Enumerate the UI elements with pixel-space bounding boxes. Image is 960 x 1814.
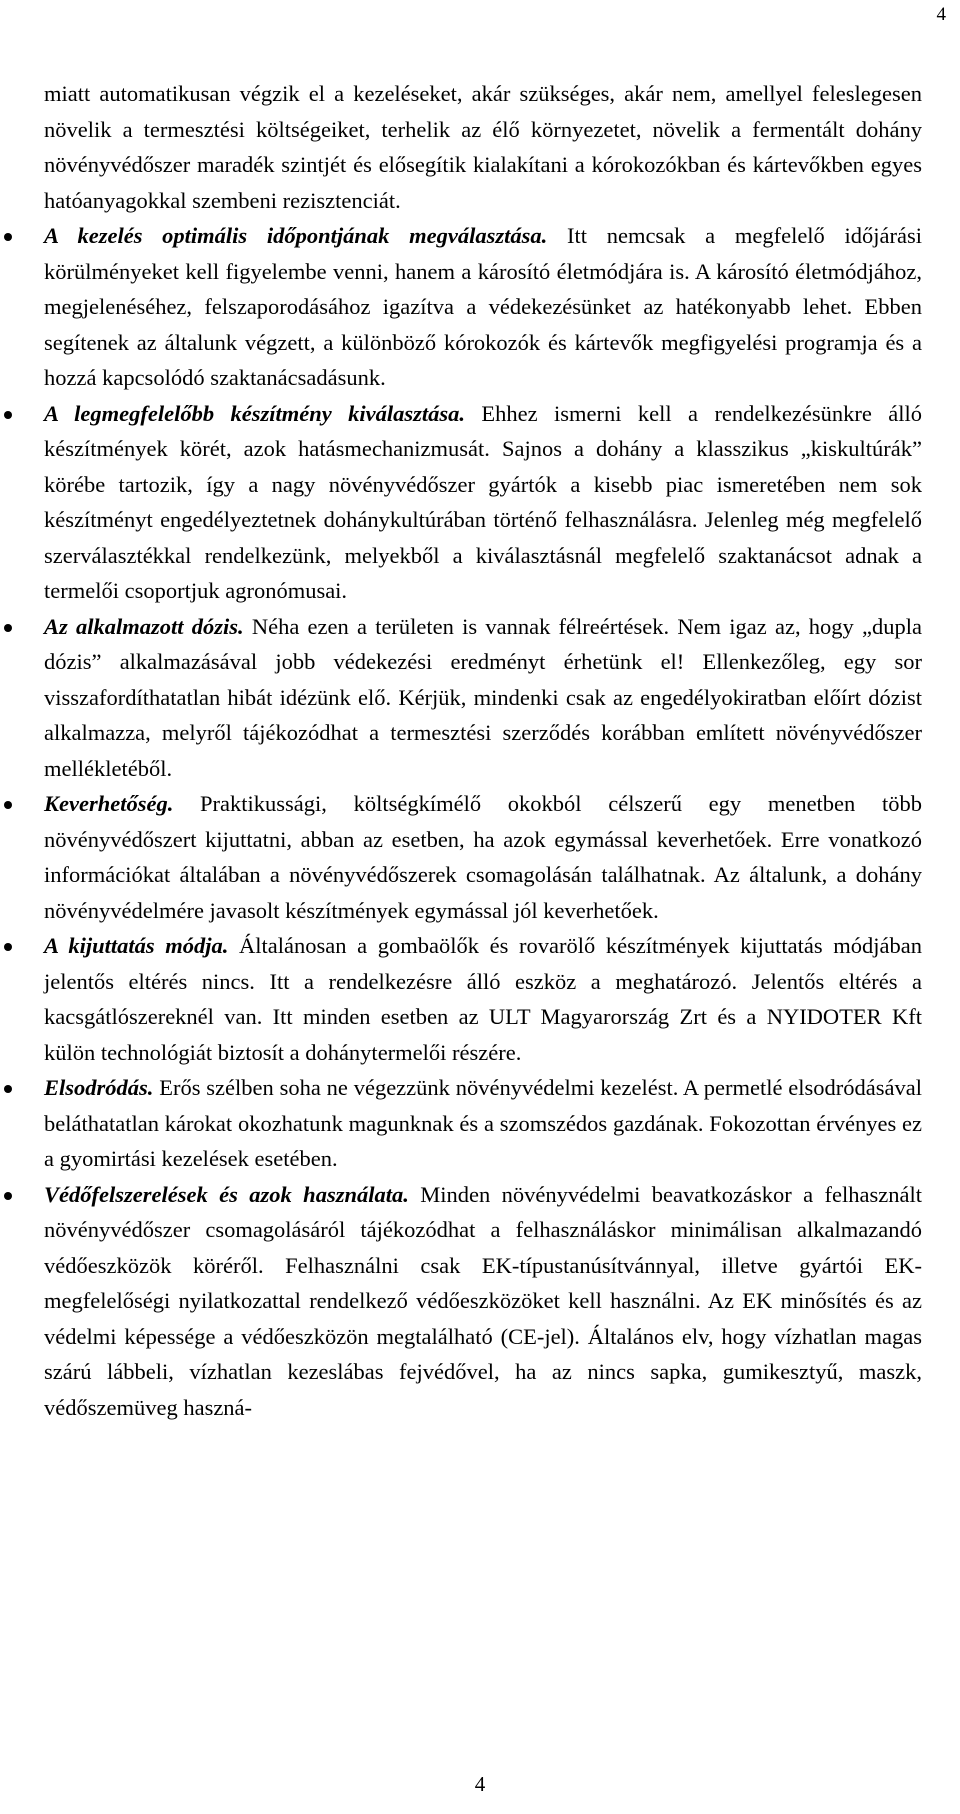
bullet-icon [4,233,12,241]
bullet-icon [4,801,12,809]
list-item [44,928,922,1070]
intro-paragraph: miatt automatikusan végzik el a kezeléseket, akár szükséges, akár nem, amellyel feleslegesen növelik a termesztési költségeiket, terhelik az élő környezetet, növelik a fermentált dohány növényvédőszer maradék szintjét és elősegítik kialakítani a kórokozókban és kártevőkben egyes hatóanyagokkal szembeni rezisztenciát. [44,81,922,213]
item-heading: A kijuttatás módja. [44,933,229,958]
page-number-top: 4 [936,4,946,25]
bullet-icon [4,1192,12,1200]
item-heading: A kezelés optimális időpontjának megválasztása. [44,223,548,248]
list-item [44,786,922,928]
bullet-list [44,218,922,1425]
item-heading: Keverhetőség. [44,791,174,816]
item-heading: Védőfelszerelések és azok használata. [44,1181,409,1207]
item-text: Néha ezen a területen is vannak félreértések. Nem igaz az, hogy „dupla dózis” alkalmazásával jobb védekezési eredményt érhetünk el! Ellenkezőleg, egy sor visszafordíthatatlan hibát idézünk elő. Kérjük, mindenki csak az engedélyokiratban előírt dózist alkalmazza, melyről tájékozódhat a termesztési szerződés korábban említett növényvédőszer mellékletéből. [44,613,922,781]
item-heading: Elsodródás. [44,1075,154,1100]
bullet-icon [4,1085,12,1093]
item-text: Minden növényvédelmi beavatkozáskor a felhasznált növényvédőszer csomagolásáról tájékozódhat a felhasználáskor minimálisan alkalmazandó védőeszközök köréről. Felhasználni csak EK-típustanúsítvánnyal, illetve gyártói EK-megfelelőségi nyilatkozattal rendelkező védőeszközöket kell használni. Az EK minősítés és az védelmi képessége a védőeszközön megtalálható (CE-jel). Általános elv, hogy vízhatlan magas szárú lábbeli, vízhatlan kezeslábas fejvédővel, ha az nincs sapka, gumikesztyű, maszk, védőszemüveg haszná- [44,1181,922,1420]
page-number-bottom: 4 [474,1772,486,1796]
bullet-icon [4,943,12,951]
bullet-icon [4,624,12,632]
item-text: Itt nemcsak a megfelelő időjárási körülményeket kell figyelembe venni, hanem a károsító életmódjára is. A károsító életmódjához, megjelenéséhez, felszaporodásához igazítva a védekezésünket az hatékonyabb lehet. Ebben segítenek az általunk végzett, a különböző kórokozók és kártevők megfigyelési programja és a hozzá kapcsolódó szaktanácsadásunk. [44,223,922,390]
item-text: Általánosan a gombaölők és rovarölő készítmények kijuttatás módjában jelentős eltérés nincs. Itt a rendelkezésre álló eszköz a meghatározó. Jelentős eltérés a kacsgátlószereknél van. Itt minden esetben az ULT Magyarország Zrt és a NYIDOTER Kft külön technológiát biztosít a dohánytermelői részére. [44,933,922,1065]
list-item [44,1177,922,1426]
item-heading: A legmegfelelőbb készítmény kiválasztása. [44,400,466,426]
item-heading: Az alkalmazott dózis. [44,613,244,639]
item-text: Ehhez ismerni kell a rendelkezésünkre álló készítmények körét, azok hatásmechanizmusát. Sajnos a dohány a klasszikus „kiskultúrák” körébe tartozik, így a nagy növényvédőszer gyártók a kisebb piac ismeretében nem sok készítményt engedélyeztetnek dohánykultúrában történő felhasználásra. Jelenleg még megfelelő szerválasztékkal rendelkezünk, melyekből a kiválasztásnál megfelelő szaktanácsot adnak a termelői csoportjuk agronómusai. [44,400,922,603]
list-item [44,609,922,787]
list-item [44,1070,922,1177]
item-text: Praktikussági, költségkímélő okokból célszerű egy menetben több növényvédőszert kijuttatni, abban az esetben, ha azok egymással keverhetőek. Erre vonatkozó információkat általában a növényvédőszerek csomagolásán találhatnak. Az általunk, a dohány növényvédelmére javasolt készítmények egymással jól keverhetőek. [44,791,922,923]
list-item [44,396,922,609]
document-body [44,76,922,1425]
bullet-icon [4,411,12,419]
item-text: Erős szélben soha ne végezzünk növényvédelmi kezelést. A permetlé elsodródásával beláthatatlan károkat okozhatunk magunknak és a szomszédos gazdának. Fokozottan érvényes ez a gyomirtási kezelések esetében. [44,1075,922,1171]
list-item [44,218,922,396]
